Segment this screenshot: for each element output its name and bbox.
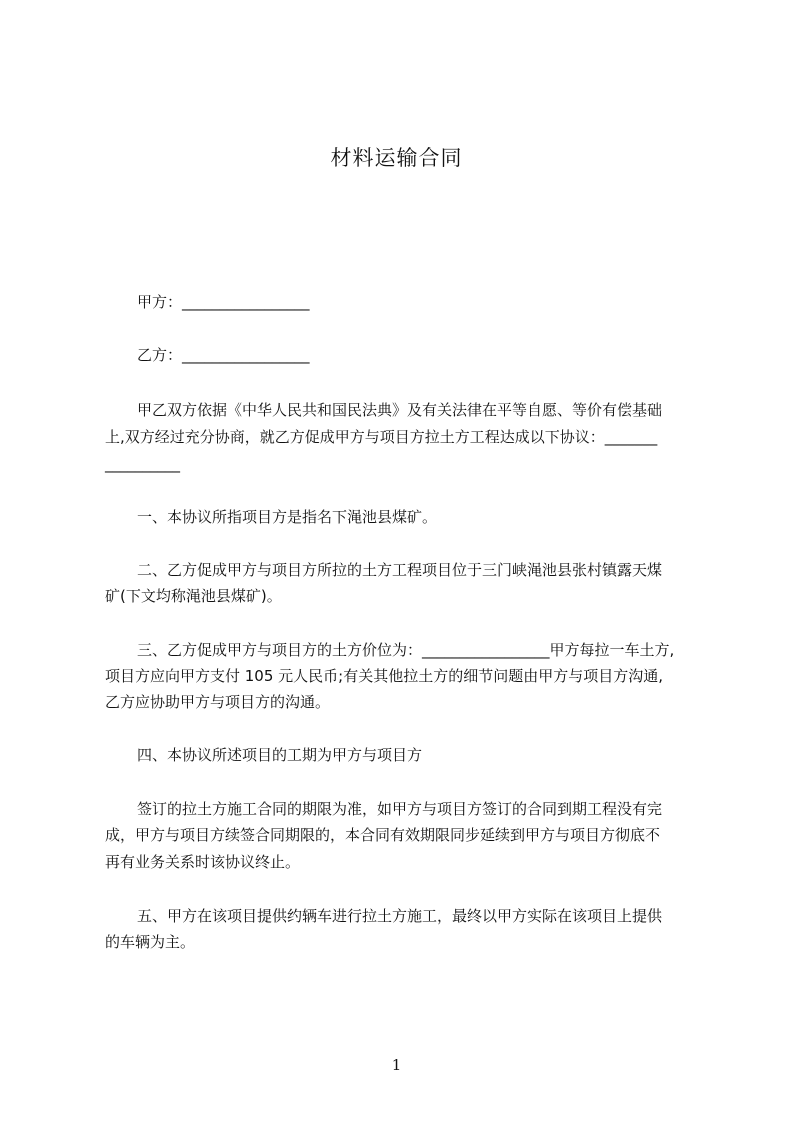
intro-paragraph-line-1: 甲乙双方依据《中华人民共和国民法典》及有关法律在平等自愿、等价有偿基础 [137, 401, 663, 419]
clause-4-continued-line-1: 签订的拉土方施工合同的期限为准，如甲方与项目方签订的合同到期工程没有完 [137, 800, 663, 818]
clause-2-line-2: 矿(下文均称渑池县煤矿)。 [105, 587, 282, 605]
intro-paragraph-line-3: __________ [105, 455, 180, 473]
clause-5-line-2: 的车辆为主。 [105, 933, 196, 951]
clause-2-line-1: 二、乙方促成甲方与项目方所拉的土方工程项目位于三门峡渑池县张村镇露天煤 [137, 561, 663, 579]
clause-5-line-1: 五、甲方在该项目提供约辆车进行拉土方施工，最终以甲方实际在该项目上提供 [137, 907, 663, 925]
clause-4-continued-line-2: 成，甲方与项目方续签合同期限的，本合同有效期限同步延续到甲方与项目方彻底不 [105, 826, 661, 844]
intro-paragraph-line-2: 上,双方经过充分协商，就乙方促成甲方与项目方拉土方工程达成以下协议：_______ [105, 428, 658, 446]
party-b-line: 乙方：_________________ [137, 346, 310, 364]
party-a-line: 甲方：_________________ [137, 293, 310, 311]
clause-4: 四、本协议所述项目的工期为甲方与项目方 [137, 746, 423, 764]
page-number: 1 [391, 1056, 402, 1074]
clause-4-continued-line-3: 再有业务关系时该协议终止。 [105, 853, 301, 871]
document-title: 材料运输合同 [330, 146, 463, 170]
clause-3-line-3: 乙方应协助甲方与项目方的沟通。 [105, 693, 331, 711]
clause-1: 一、本协议所指项目方是指名下渑池县煤矿。 [137, 508, 438, 526]
clause-3-line-2: 项目方应向甲方支付 105 元人民币;有关其他拉土方的细节问题由甲方与项目方沟通, [105, 667, 663, 685]
clause-3-line-1: 三、乙方促成甲方与项目方的土方价位为：_________________甲方每拉一车土方, [137, 641, 675, 659]
